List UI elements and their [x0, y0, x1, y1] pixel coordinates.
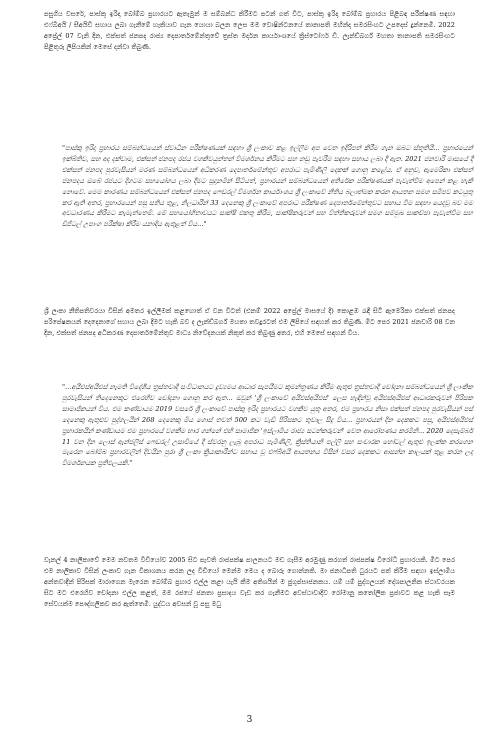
page-number: 3 — [246, 715, 253, 725]
body-paragraph: වැනල් 4 නාලිකාවේ මෙම නවතම වීඩියෝව 2005 සිට පැවති රාජපක්ෂ පාලනයට මඩ ගැසීම අරමුණු කරගත් රාජපක්ෂ විරෝධී ප්‍රහාරයකි. මීට පෙර එම නාලිකාව විසින් ලංකාව ගැන විකාශනය කරන ලද වීඩියෝ මෙන්ම මෙය ද බොරු ගොන්නකි. මා ජනාධිපති ධුරයට පත් කිරීම සඳහා ඉස්ලාමීය අන්තවාදීන් පිරිසක් මාරාගෙන මැරෙන බෝම්බ ප්‍රහාර එල්ල කළා යැයි කීම අතිශයින් ම ජුගුප්සාජනකය. යම් යම් පුද්ගලයන් දේශපාලනික ස්ථාවරයක සිට මට එරෙහිව චෝදනා එල්ල කළත්, මම රජයේ ජනතා ප්‍රසාදය වැඩ කර ගැනීමට අවස්ථාවාදීව රෝමානු කතෝලික ප්‍රජාවට කළ හැකි සෑම සේවයක්ම පෞද්ගලිකව කර ඇත්තෙමි. යුද්ධය අවසන් වූ පසු මධු — [44, 556, 455, 608]
body-paragraph: ශ්‍රී ලංකා නීතිපතිවරයා විසින් අමතර ඉල්ලීමක් කළහොත් ඒ වන විටත් (එනම් 2022 අප්‍රේල් මාසයේ දී) කොළඹ රැඳී සිටි ඇමෙරිකා එක්සත් ජනපද පරිපේෂකයන් දෙදෙනාගේ සහාය ලබා දීමට හැකි බව ද ලැන්ඩ්බර්ග් මහතා තවදුරටත් එම ලිපියේ සඳහන් කර තිබුණි. මීට පෙර 2021 ජනවාරි 08 වන දින, එක්සත් ජනපද අධිකරණ දෙපාර්තමේන්තුව මාධ්‍ය නිවේදනයක් නිකුත් කර තිබුණු අතර, එහි මෙසේ සඳහන් විය. — [44, 307, 455, 337]
body-paragraph: පසුගිය වසරේ, පාස්කු ඉරිදා බෝම්බ ප්‍රහාරයට ඇතැමුන් ම සම්බන්ධ කිරීමට පටන් ගත් විට, පාස්කු ඉරිදා බෝම්බ ප්‍රහාරය පිළිබඳ පරීක්ෂණ සඳහා එෆ්බීඅයි / සීඅයිඩී සහාය ලබා ගැනීමේ හැකියාව ගැන යොයා බලන ලෙස මම වොෂින්ටනයේ තානාපති මහින්ද සමරසිංහට උපදෙස් දුන්නෙමි. 2022 අප්‍රේල් 07 වැනි දින, එක්සත් ජනපද රාජ්‍ය දෙපාර්තමේන්තුවේ ත්‍රස්ත මර්දන කාර්යාංශයේ ක්‍රිස්ටෝෆර් ඩී. ලැන්ඩ්බර්ග් මහතා තානාපති සමරසිංහට පිළිතුරු ලිපියකින් මෙසේ දන්වා තිබුණි. — [44, 10, 455, 51]
block-quote: "...අයිඑස්අයිඑස් නැමති විදේශීය ත්‍රස්තවාදී සංවිධානයට ද්‍රව්‍යමය ආධාර සැපයීමට කුමන්ත්‍රණය කිරීම ඇතුළු ත්‍රස්තවාදී චෝදනා සම්බන්ධයෙන් ශ්‍රී ලාංකික පුරවැසියන් තිදෙනෙකුට එරෙහිව චෝදනා ගොනු කර ඇත... ඔවුන් 'ශ්‍රී ලංකාවේ අයිඑස්අයිඑස්' ලෙස හැඳින්වූ අයිඑස්අයිඑස් ආධාරකරුවන් පිරිසක සාමාජිකයන් විය. එම කණ්ඩායම 2019 වසරේ ශ්‍රී ලංකාවේ පාස්කු ඉරිදා ප්‍රහාරයට වගකිව යුතු අතර, එම ප්‍රහාරය නිසා එක්සත් ජනපද පුරවැසියන් පස් දෙනෙකු ඇතුළුව පුද්ගලයින් 268 දෙනෙකු මිය ගොස් තවත් 500 කට වැඩි පිරිසකට තුවාල සිදු විය... ප්‍රහාරයන් දින දෙකකට පසු, අයිඑස්අයිඑස් ප්‍රහාරකයින් කණ්ඩායම එම ප්‍රහාරයේ වගකීම භාර ගන්නේ එහි සාමාජික 'ඉස්ලාමීය රාජ්‍ය සටන්කරුවන්' වෙත ආරෝපණය කරමිනි... 2020 දෙසැම්බර් 11 වන දින ලොස් ඇන්ජලීස් ෆෙඩරල් උසාවියේ දී ස්වරනු ලැබූ අපරාධ පැමිණිලි, ක්‍රිස්තියානි පල්ලි සහ සංචාරක හෝටල් ඇතුළු ඉලක්ක කරගෙන මැරෙන බෝම්බ ප්‍රහාරවලින් දිවයින පුරා ශ්‍රී ලංකා ක්‍රියාකාරීන්ට සහාය වූ එෆ්බීඅයි ආයතනය විසින් වසර දෙකකට ආසන්න කාලයක් තුළ කරන ලද විමර්ශනයක ප්‍රතිඵලයකි." — [62, 383, 473, 468]
block-quote: "පාස්කු ඉරිදා ප්‍රහාරය සම්බන්ධයෙන් ස්වාධීන පරීක්ෂණයක් සඳහා ශ්‍රී ලංකාව කළ ඉල්ලීම අප වෙත ඉදිරිපත් කිරීම ගැන ඔබට ස්තූතියි... ප්‍රහාරයෙන් ඉක්බිතිව, සහ අද දක්වාම, එක්සත් ජනපද රජය වගකිවයුත්තන් විමර්ශනය කිරීමට සහ නඩු පැවරීම සඳහා සහාය ලබා දී ඇත. 2021 ජනවාරි මාසයේ දී එක්සත් ජනපද පුරවැසියන් මරණ සම්බන්ධයෙන් අධිකරණ දෙපාර්තමේන්තුව අපරාධ පැමිණිලි දෙකක් ගොනු කළේය. ඒ අනුව, ඇමෙරිකා එක්සත් ජනපදය ඔබේ රජයට දිගටම සහයෝගය ලබා දීමට සූදානමින් සිටියත්, ප්‍රහාරයන් සම්බන්ධයෙන් අතිරේක පරීක්ෂණයක් පැවැත්වීම අපෙන් කළ හැකි නොවේ. මෙම කාරණය සම්බන්ධයෙන් එක්සත් ජනපද ෆෙඩරල් විමර්ශන කාර්යාංශය ශ්‍රී ලංකාවේ නීතිය බලාත්මක කරන ආයතන සමග සමීපව කටයුතු කර ඇති අතර, ප්‍රහාරයෙන් පසු සතිය තුළ, නිලධාරීන් 33 දෙනෙකු ශ්‍රී ලංකාවේ අපරාධ පරීක්ෂණ දෙපාර්තමේන්තුවට සහාය වීම සඳහා යෙදවූ බව මම අවධාරණය කිරීමට කැමැත්තෙමි. මේ සහයෝගිතාවයට සාක්ෂි එකතු කිරීම, සාක්ෂිකරුවන් සහ විත්තිකරුවන් සමග සම්මුඛ සාකච්ඡා පැවැත්වීම සහ ඩිජිටල් උපාංග පරීක්ෂා කිරීම යනාදිය ඇතුළත් විය..." — [62, 144, 473, 229]
